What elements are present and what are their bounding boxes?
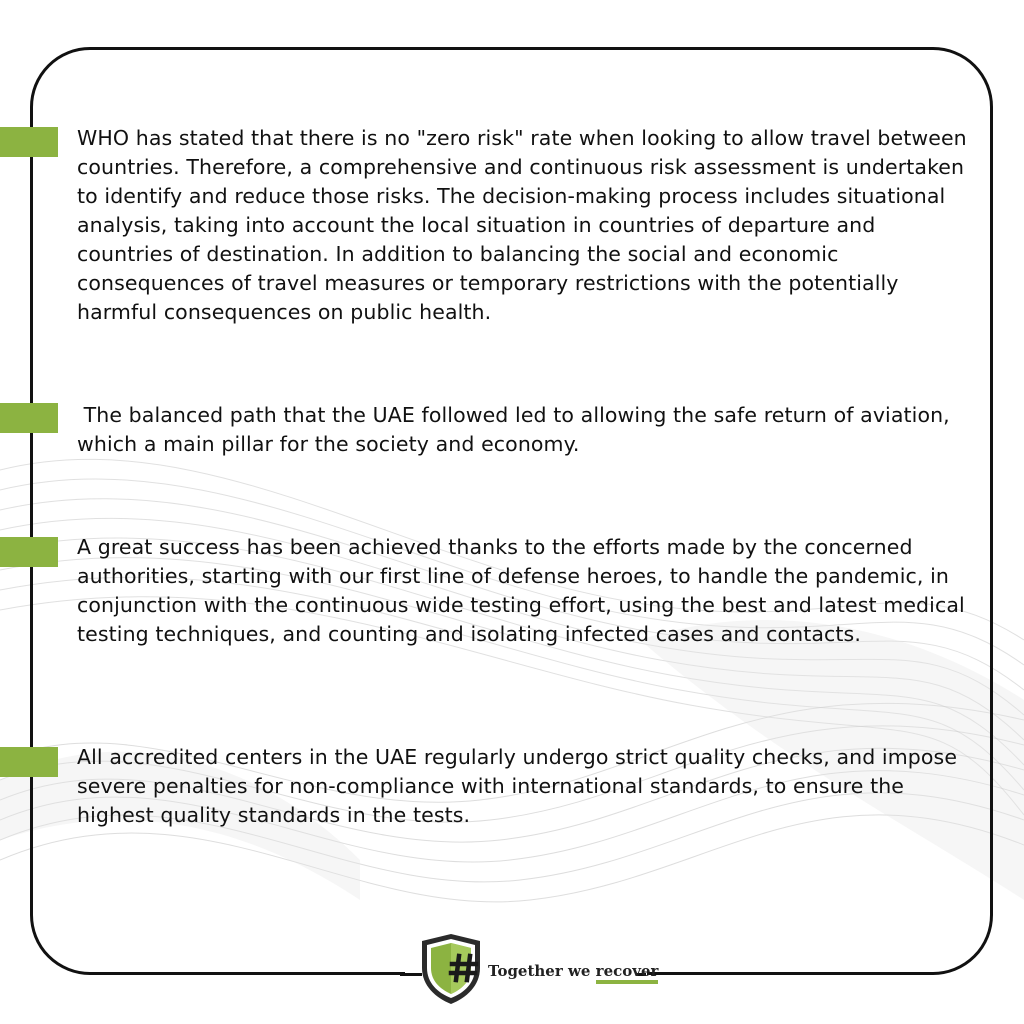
paragraph-1: WHO has stated that there is no "zero risk" rate when looking to allow travel between countries. Therefore, a comprehensive and continuous risk assessment is undertaken to identify and reduce those risks. The decision-making process includes situational analysis, taking into account the local situation in countries of departure and countries of destination. In addition to balancing the social and economic consequences of travel measures or temporary restrictions with the potentially harmful consequences on public health.: [77, 126, 967, 324]
bullet-bar-4: [0, 747, 58, 777]
bullet-bar-1: [0, 127, 58, 157]
tagline-text: Together we: [488, 962, 596, 980]
bullet-bar-2: [0, 403, 58, 433]
paragraph-4: All accredited centers in the UAE regularly undergo strict quality checks, and impose severe penalties for non-compliance with international standards, to ensure the highest quality standards in the tests.: [77, 745, 958, 827]
shield-hashtag-icon: [418, 932, 484, 1006]
paragraph-2: The balanced path that the UAE followed led to allowing the safe return of aviation, which a main pillar for the society and economy.: [77, 403, 957, 456]
footer-tagline: [488, 962, 658, 980]
paragraph-3: A great success has been achieved thanks to the efforts made by the concerned authorities, starting with our first line of defense heroes, to handle the pandemic, in conjunction with the continuous wide testing effort, using the best and latest medical testing techniques, and counting and isolating infected cases and contacts.: [77, 535, 965, 646]
bullet-bar-3: [0, 537, 58, 567]
tagline-highlight: recover: [596, 962, 659, 984]
